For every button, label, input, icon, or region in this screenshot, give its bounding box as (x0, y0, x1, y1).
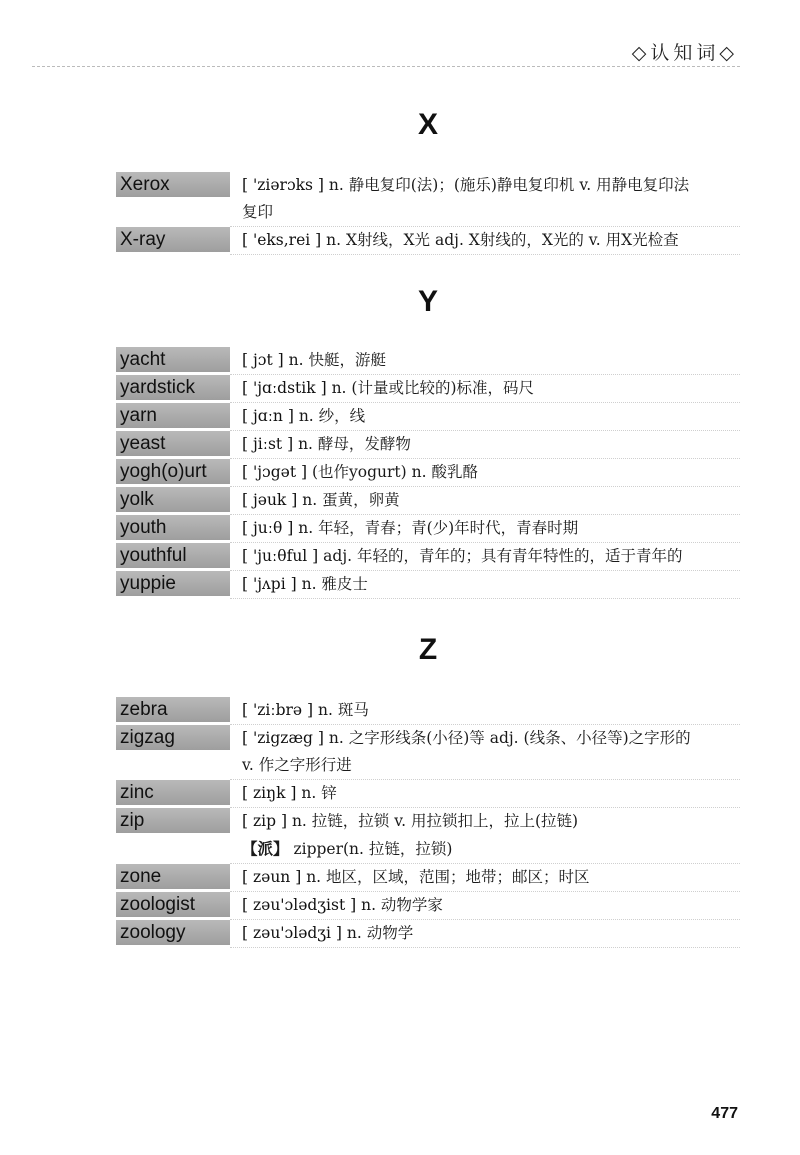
entry-word: youthful (116, 543, 230, 568)
entry-word: zinc (116, 780, 230, 805)
entry-zip (116, 808, 740, 864)
entry-pronunciation: [ jɑːn ] (242, 407, 294, 425)
section-letter: Y (417, 285, 438, 318)
entry-definition: n. 动物学家 (361, 896, 443, 914)
entry-pronunciation: [ 'ziːbrə ] (242, 701, 314, 719)
entry-word: Xerox (116, 172, 230, 197)
entry-pronunciation: [ 'jɑːdstik ] (242, 379, 327, 397)
entry-pronunciation: [ jəuk ] (242, 491, 298, 509)
entry-xerox (116, 172, 740, 227)
entry-youth (116, 515, 740, 543)
entry-definition: n. 斑马 (318, 701, 369, 719)
entry-youthful (116, 543, 740, 571)
entry-definition: n. 纱，线 (298, 407, 366, 425)
entry-definition: n. 蛋黄，卵黄 (302, 491, 400, 509)
entry-pronunciation: [ 'ziərɔks ] (242, 176, 324, 194)
entry-definition: n. 年轻，青春；青(少)年时代，青春时期 (298, 519, 579, 537)
derive-text: zipper(n. 拉链，拉锁) (293, 840, 453, 858)
entry-definition: n. 雅皮士 (301, 575, 368, 593)
entry-pronunciation: [ zəu'ɔlədʒist ] (242, 896, 357, 914)
entry-definition: (也作yogurt) n. 酸乳酪 (311, 463, 478, 481)
entry-definition: n. 快艇，游艇 (288, 351, 386, 369)
entry-word: yardstick (116, 375, 230, 400)
entry-word: zoology (116, 920, 230, 945)
entry-yarn (116, 403, 740, 431)
entry-word: yeast (116, 431, 230, 456)
entry-word: yolk (116, 487, 230, 512)
entry-pronunciation: [ jɔt ] (242, 351, 284, 369)
entry-word: yacht (116, 347, 230, 372)
entry-definition: n. 静电复印(法)；(施乐)静电复印机 v. 用静电复印法 (328, 176, 690, 194)
entry-pronunciation: [ 'zigzæg ] (242, 729, 324, 747)
entry-word: zone (116, 864, 230, 889)
section-letter: X (417, 108, 438, 141)
header-divider (32, 66, 740, 67)
entry-word: yuppie (116, 571, 230, 596)
entry-word: zigzag (116, 725, 230, 750)
entry-yardstick (116, 375, 740, 403)
entry-pronunciation: [ zəun ] (242, 868, 302, 886)
entry-yolk (116, 487, 740, 515)
entry-definition: n. 拉链，拉锁 v. 用拉锁扣上，拉上(拉链) (291, 812, 579, 830)
entry-definition: n. 地区，区域，范围；地带；邮区；时区 (306, 868, 590, 886)
entry-pronunciation: [ 'jʌpi ] (242, 575, 297, 593)
entry-definition: n. 锌 (301, 784, 337, 802)
entry-definition: n. X射线，X光 adj. X射线的，X光的 v. 用X光检查 (326, 231, 679, 249)
entry-zebra (116, 697, 740, 725)
entry-pronunciation: [ 'jɔgət ] (242, 463, 308, 481)
entry-definition: n. (计量或比较的)标准，码尺 (331, 379, 534, 397)
entry-zone (116, 864, 740, 892)
entry-pronunciation: [ 'juːθful ] (242, 547, 319, 565)
entry-pronunciation: [ zip ] (242, 812, 287, 830)
entry-zoology (116, 920, 740, 948)
entry-word: zoologist (116, 892, 230, 917)
entry-word: zip (116, 808, 230, 833)
entry-definition: adj. 年轻的，青年的；具有青年特性的，适于青年的 (323, 547, 683, 565)
entry-definition: n. 酵母，发酵物 (298, 435, 411, 453)
entry-pronunciation: [ 'eks,rei ] (242, 231, 322, 249)
entry-pronunciation: [ juːθ ] (242, 519, 294, 537)
entry-pronunciation: [ zəu'ɔlədʒi ] (242, 924, 342, 942)
section-letter: Z (418, 633, 438, 666)
entry-zigzag (116, 725, 740, 780)
entry-definition-cont: 复印 (242, 203, 274, 221)
entry-derivative (242, 835, 740, 863)
entry-definition: n. 之字形线条(小径)等 adj. (线条、小径等)之字形的 (328, 729, 691, 747)
entry-zoologist (116, 892, 740, 920)
entry-yacht (116, 347, 740, 375)
running-header: ◇认知词◇ (631, 42, 738, 64)
entry-x-ray (116, 227, 740, 255)
entry-yeast (116, 431, 740, 459)
entry-word: zebra (116, 697, 230, 722)
entry-word: yogh(o)urt (116, 459, 230, 484)
entry-pronunciation: [ ziŋk ] (242, 784, 297, 802)
entry-word: yarn (116, 403, 230, 428)
entry-word: youth (116, 515, 230, 540)
entry-zinc (116, 780, 740, 808)
entry-yoghurt (116, 459, 740, 487)
entry-definition-cont: v. 作之字形行进 (242, 756, 352, 774)
entry-definition: n. 动物学 (346, 924, 414, 942)
derive-tag: 【派】 (242, 839, 289, 858)
entry-pronunciation: [ jiːst ] (242, 435, 294, 453)
entry-word: X-ray (116, 227, 230, 252)
page-number: 477 (711, 1105, 738, 1122)
entry-yuppie (116, 571, 740, 599)
